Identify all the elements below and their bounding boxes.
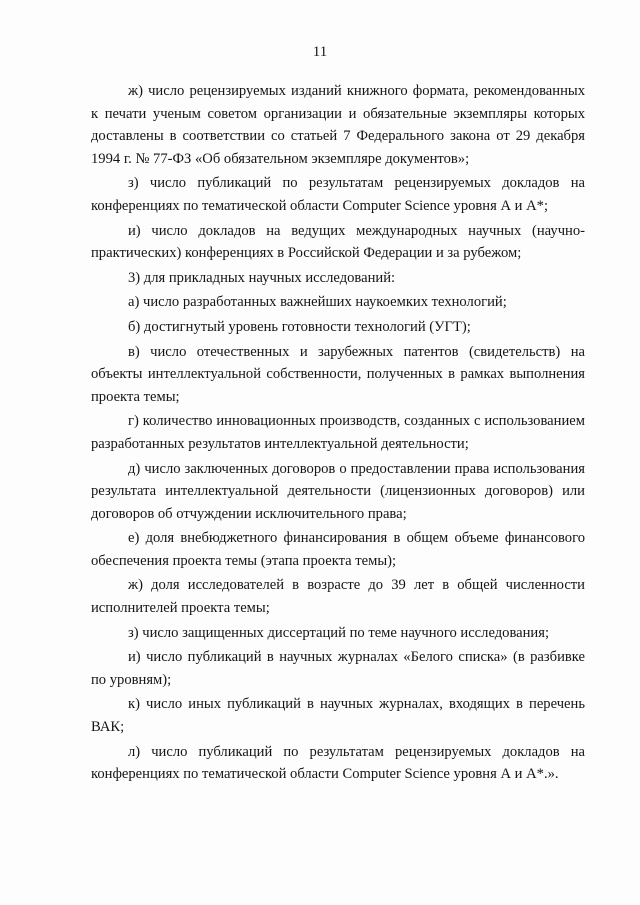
paragraph-l-conference-publications: л) число публикаций по результатам рецензируемых докладов на конференциях по тематической области Computer Science уровня А и А*.».: [91, 743, 585, 783]
paragraph-zh-young-researchers: ж) доля исследователей в возрасте до 39 лет в общей численности исполнителей проекта темы;: [91, 577, 585, 617]
paragraph-v-patents: в) число отечественных и зарубежных патентов (свидетельств) на объекты интеллектуальной собственности, полученных в рамках выполнения проекта темы;: [91, 343, 585, 405]
paragraph-a-technologies: а) число разработанных важнейших наукоемких технологий;: [128, 294, 507, 311]
paragraph-b-readiness-level: б) достигнутый уровень готовности технологий (УГТ);: [128, 318, 471, 335]
page-number: 11: [312, 44, 328, 60]
paragraph-d-license-agreements: д) число заключенных договоров о предоставлении права использования результата интеллектуальной деятельности (лицензионных договоров) или договоров об отчуждении исключительного права;: [91, 460, 585, 522]
paragraph-applied-research-heading: 3) для прикладных научных исследований:: [128, 269, 396, 286]
document-body: [91, 80, 585, 786]
paragraph-z-dissertations: з) число защищенных диссертаций по теме научного исследования;: [128, 624, 550, 641]
paragraph-k-vak-publications: к) число иных публикаций в научных журналах, входящих в перечень ВАК;: [91, 696, 585, 736]
paragraph-i-white-list-publications: и) число публикаций в научных журналах «Белого списка» (в разбивке по уровням);: [91, 649, 585, 688]
paragraph-i-conference-reports: и) число докладов на ведущих международных научных (научно-практических) конференциях в Российской Федерации и за рубежом;: [91, 222, 585, 262]
paragraph-e-extra-budget-funding: е) доля внебюджетного финансирования в общем объеме финансового обеспечения проекта темы (этапа проекта темы);: [91, 530, 585, 569]
paragraph-zh-books: ж) число рецензируемых изданий книжного формата, рекомендованных к печати ученым советом организации и обязательные экземпляры которых доставлены в соответствии со статьей 7 Федерального закона от 29 декабря 1994 г. № 77-ФЗ «Об обязательном экземпляре документов»;: [91, 83, 585, 167]
paragraph-g-innovative-production: г) количество инновационных производств, созданных с использованием разработанных результатов интеллектуальной деятельности;: [91, 413, 585, 452]
paragraph-z-conference-publications: з) число публикаций по результатам рецензируемых докладов на конференциях по тематической области Computer Science уровня А и А*;: [91, 175, 585, 214]
